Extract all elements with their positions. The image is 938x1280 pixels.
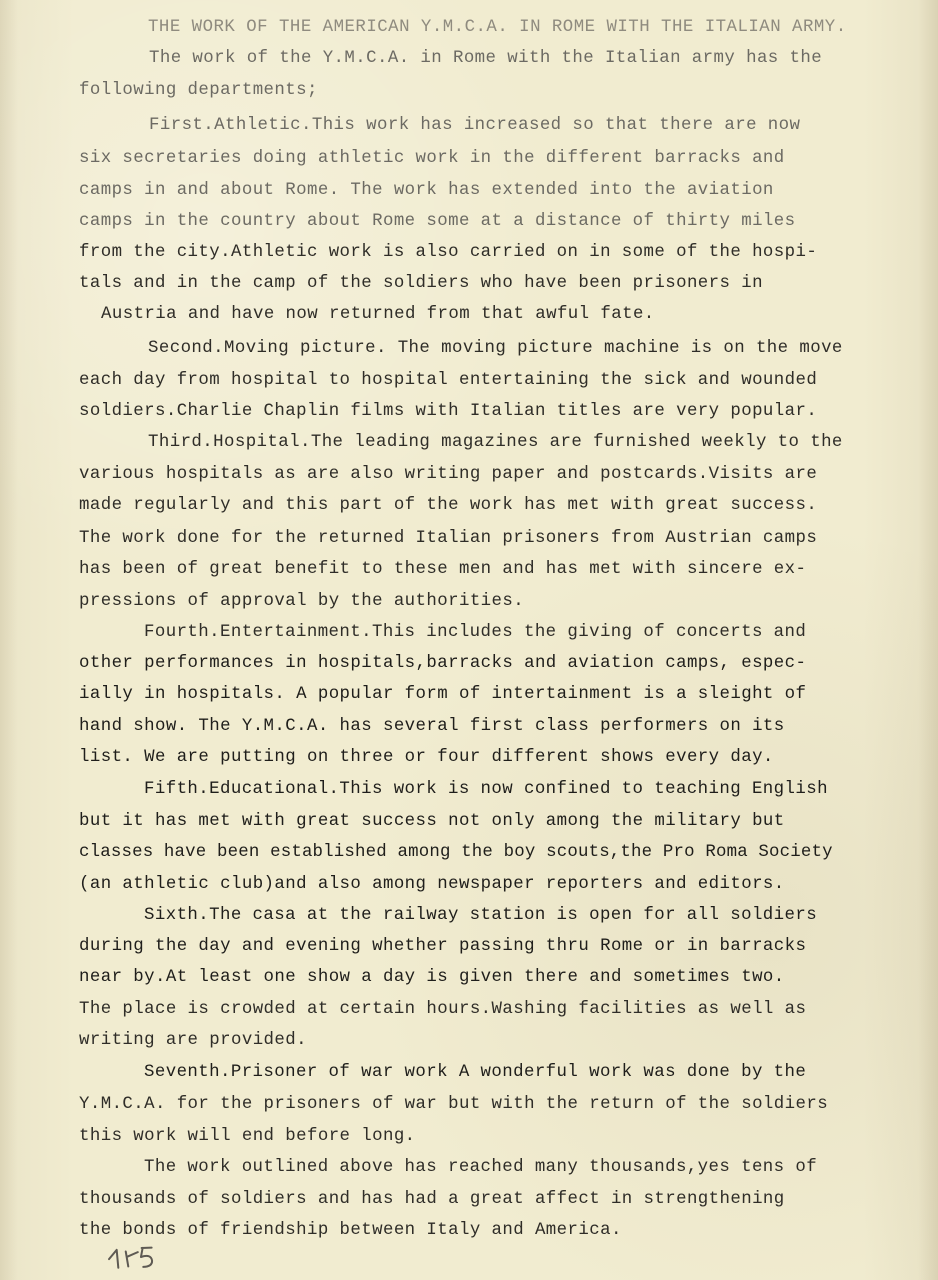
body-line-15: made regularly and this part of the work has met with great success.: [79, 496, 818, 515]
body-line-5: camps in and about Rome. The work has extended into the aviation: [79, 181, 774, 200]
body-line-16: The work done for the returned Italian prisoners from Austrian camps: [79, 529, 818, 548]
body-line-19: Fourth.Entertainment.This includes the giving of concerts and: [144, 623, 807, 642]
body-line-20: other performances in hospitals,barracks and aviation camps, espec-: [79, 654, 807, 673]
body-line-34: Y.M.C.A. for the prisoners of war but with the return of the soldiers: [79, 1095, 829, 1114]
body-line-35: this work will end before long.: [79, 1127, 416, 1146]
body-line-32: writing are provided.: [79, 1031, 307, 1050]
body-line-24: Fifth.Educational.This work is now confined to teaching English: [144, 780, 828, 799]
body-line-22: hand show. The Y.M.C.A. has several first class performers on its: [79, 717, 785, 736]
body-line-1: The work of the Y.M.C.A. in Rome with the Italian army has the: [149, 49, 823, 68]
body-line-33: Seventh.Prisoner of war work A wonderful work was done by the: [144, 1063, 807, 1082]
body-line-37: thousands of soldiers and has had a great affect in strengthening: [79, 1190, 785, 1209]
body-line-28: Sixth.The casa at the railway station is open for all soldiers: [144, 906, 818, 925]
body-line-3: First.Athletic.This work has increased so that there are now: [149, 116, 801, 135]
body-line-31: The place is crowded at certain hours.Washing facilities as well as: [79, 1000, 807, 1019]
body-line-10: Second.Moving picture. The moving picture machine is on the move: [148, 339, 843, 358]
handwritten-page-mark: [103, 1241, 178, 1277]
body-line-30: near by.At least one show a day is given there and sometimes two.: [79, 968, 785, 987]
body-line-27: (an athletic club)and also among newspaper reporters and editors.: [79, 875, 785, 894]
body-line-8: tals and in the camp of the soldiers who have been prisoners in: [79, 274, 763, 293]
body-line-25: but it has met with great success not only among the military but: [79, 812, 785, 831]
right-paper-edge-shadow: [918, 0, 938, 1280]
body-line-2: following departments;: [79, 81, 318, 100]
body-line-26: classes have been established among the boy scouts,the Pro Roma Society: [79, 843, 833, 862]
left-paper-edge-shadow: [0, 0, 18, 1280]
body-line-9: Austria and have now returned from that awful fate.: [101, 305, 655, 324]
body-line-36: The work outlined above has reached many thousands,yes tens of: [144, 1158, 818, 1177]
body-line-29: during the day and evening whether passing thru Rome or in barracks: [79, 937, 807, 956]
body-line-17: has been of great benefit to these men and has met with sincere ex-: [79, 560, 807, 579]
body-line-7: from the city.Athletic work is also carried on in some of the hospi-: [79, 243, 818, 262]
body-line-6: camps in the country about Rome some at a distance of thirty miles: [79, 212, 796, 231]
body-line-38: the bonds of friendship between Italy and America.: [79, 1221, 622, 1240]
body-line-13: Third.Hospital.The leading magazines are furnished weekly to the: [148, 433, 843, 452]
body-line-14: various hospitals as are also writing paper and postcards.Visits are: [79, 465, 818, 484]
document-title: THE WORK OF THE AMERICAN Y.M.C.A. IN ROME WITH THE ITALIAN ARMY.: [148, 18, 847, 37]
body-line-4: six secretaries doing athletic work in the different barracks and: [79, 149, 785, 168]
body-line-23: list. We are putting on three or four different shows every day.: [79, 748, 774, 767]
body-line-21: ially in hospitals. A popular form of intertainment is a sleight of: [79, 685, 807, 704]
body-line-12: soldiers.Charlie Chaplin films with Italian titles are very popular.: [79, 402, 818, 421]
body-line-18: pressions of approval by the authorities.: [79, 592, 525, 611]
body-line-11: each day from hospital to hospital entertaining the sick and wounded: [79, 371, 818, 390]
